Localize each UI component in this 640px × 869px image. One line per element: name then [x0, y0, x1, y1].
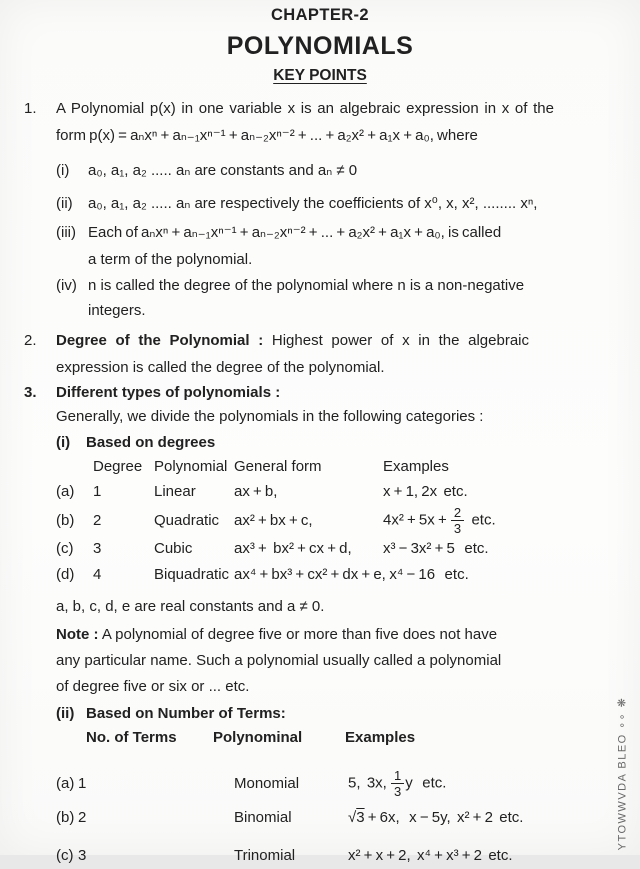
cell-key: (b) — [56, 809, 75, 826]
example-suffix: etc. — [465, 511, 496, 529]
subitem-iv-line-2: integers. — [88, 302, 146, 319]
degrees-footnote: a, b, c, d, e are real constants and a ≠ 0. — [56, 598, 325, 615]
section-degrees-heading — [56, 431, 640, 455]
cell-degree: 3 — [93, 540, 102, 557]
cell-degree: 4 — [93, 566, 102, 583]
cell-examples — [348, 805, 640, 831]
subitem-i — [56, 157, 640, 184]
note-line-1: A polynomial of degree five or more than five does not have — [98, 626, 498, 643]
cell-examples — [383, 505, 640, 536]
fraction-denominator: 3 — [453, 521, 462, 536]
table-row — [56, 562, 640, 588]
example-prefix: 5, 3x, — [348, 774, 391, 792]
col-header-polynomial: Polynominal — [213, 729, 303, 746]
section-terms-heading — [56, 702, 640, 726]
col-header-general-form: General form — [234, 458, 322, 475]
col-header-examples: Examples — [383, 458, 449, 475]
table-row — [56, 805, 640, 831]
subitem-iii-line-1: Each of aₙxⁿ + aₙ₋₁xⁿ⁻¹ + aₙ₋₂xⁿ⁻² + ... + a₂x² + a₁x + a₀, is called — [88, 224, 502, 241]
chapter-heading: CHAPTER-2 — [270, 6, 370, 24]
subitem-iv-line-1: n is called the degree of the polynomial where n is a non-negative — [88, 277, 525, 294]
subitem-iii — [56, 219, 640, 273]
table-row — [56, 536, 640, 562]
point-3-heading: Different types of polynomials : — [56, 384, 281, 401]
cell-examples: x³ − 3x² + 5 etc. — [383, 540, 489, 557]
section-terms-label: (ii) — [56, 705, 75, 722]
point-1-line-1: A Polynomial p(x) in one variable x is an algebraic expression in x of the — [56, 100, 554, 117]
radical-sign: √ — [348, 809, 357, 826]
subitem-ii-text: a₀, a₁, a₂ ..... aₙ are respectively the coefficients of x⁰, x, x², ........ xⁿ, — [88, 195, 538, 212]
subitem-ii-label: (ii) — [56, 195, 73, 212]
terms-table-header — [56, 726, 640, 750]
subitem-iii-line-2: a term of the polynomial. — [88, 251, 253, 268]
key-points-subtitle: KEY POINTS — [273, 67, 367, 84]
cell-general-form: ax³ + bx² + cx + d, — [234, 540, 352, 557]
cell-general-form: ax⁴ + bx³ + cx² + dx + e, — [234, 566, 386, 583]
fraction-denominator: 3 — [394, 784, 402, 799]
degrees-table-header — [56, 455, 640, 479]
table-row — [56, 505, 640, 536]
subitem-iv-label: (iv) — [56, 277, 77, 294]
subitem-iv — [56, 273, 640, 323]
fraction-numerator: 1 — [391, 768, 404, 784]
point-2-line-2: expression is called the degree of the polynomial. — [56, 359, 385, 376]
cell-key: (a) — [56, 483, 75, 500]
section-terms-title: Based on Number of Terms: — [86, 705, 286, 722]
note-line-2: any particular name. Such a polynomial usually called a polynomial — [56, 652, 502, 669]
point-2-heading: Degree of the Polynomial : — [56, 332, 264, 349]
subitem-i-text: a₀, a₁, a₂ ..... aₙ are constants and aₙ ≠ 0 — [88, 162, 358, 179]
fraction-numerator: 2 — [451, 505, 464, 521]
side-watermark-text: YTOWWVDA BLEO ∘∘ ❋ — [616, 696, 629, 851]
cell-polynomial: Linear — [154, 483, 196, 500]
point-3-number: 3. — [24, 384, 37, 401]
cell-key: (c) — [56, 540, 74, 557]
cell-key: (c) — [56, 847, 74, 864]
spacer-cell — [56, 726, 86, 750]
point-2 — [0, 327, 640, 381]
cell-polynomial: Monomial — [234, 774, 300, 792]
cell-terms: 3 — [78, 847, 87, 864]
cell-polynomial: Cubic — [154, 540, 193, 557]
col-header-degree: Degree — [93, 458, 143, 475]
table-row — [56, 479, 640, 505]
cell-degree: 1 — [93, 483, 102, 500]
cell-polynomial: Biquadratic — [154, 566, 230, 583]
cell-key: (b) — [56, 511, 75, 529]
example-rest: + 6x, x − 5y, x² + 2 etc. — [364, 809, 524, 826]
note-line-3: of degree five or six or ... etc. — [56, 678, 250, 695]
page-title: POLYNOMIALS — [226, 32, 414, 60]
point-1-number: 1. — [24, 100, 37, 117]
cell-polynomial: Trinomial — [234, 847, 296, 864]
example-suffix: etc. — [412, 774, 447, 792]
point-2-line-1: Highest power of x in the algebraic — [263, 332, 529, 349]
point-1 — [0, 95, 640, 149]
subitem-i-label: (i) — [56, 162, 70, 179]
cell-examples: x + 1, 2x etc. — [383, 483, 468, 500]
cell-examples — [348, 768, 640, 799]
fraction — [451, 505, 464, 536]
cell-terms: 1 — [78, 774, 87, 792]
example-prefix: 4x² + 5x + — [383, 511, 450, 529]
subitem-ii — [56, 190, 640, 217]
cell-polynomial: Quadratic — [154, 511, 220, 529]
cell-key: (a) — [56, 774, 75, 792]
radicand: 3 — [356, 809, 365, 826]
note-label: Note : — [56, 626, 99, 643]
subitem-iii-label: (iii) — [56, 224, 76, 241]
point-1-formula: form p(x) = aₙxⁿ + aₙ₋₁xⁿ⁻¹ + aₙ₋₂xⁿ⁻² + ... + a₂x² + a₁x + a₀, where — [56, 127, 478, 144]
example-variable: y — [405, 774, 413, 792]
note-paragraph — [56, 622, 640, 700]
section-degrees-title: Based on degrees — [86, 434, 216, 451]
cell-terms: 2 — [78, 809, 87, 826]
cell-general-form: ax + b, — [234, 483, 278, 500]
table-row-clipped — [56, 843, 640, 869]
point-3 — [0, 381, 640, 405]
cell-key: (d) — [56, 566, 75, 583]
fraction — [391, 768, 404, 799]
cell-examples: x² + x + 2, x⁴ + x³ + 2 etc. — [348, 847, 513, 864]
cell-general-form: ax² + bx + c, — [234, 511, 313, 529]
point-3-intro: Generally, we divide the polynomials in the following categories : — [56, 408, 484, 425]
col-header-polynomial: Polynomial — [154, 458, 228, 475]
col-header-examples: Examples — [345, 729, 416, 746]
table-row — [56, 768, 640, 799]
cell-degree: 2 — [93, 511, 102, 529]
col-header-no-of-terms: No. of Terms — [86, 729, 177, 746]
cell-polynomial: Binomial — [234, 809, 292, 826]
section-degrees-label: (i) — [56, 434, 71, 451]
point-2-number: 2. — [24, 332, 37, 349]
cell-examples: x⁴ − 16 etc. — [383, 566, 469, 583]
